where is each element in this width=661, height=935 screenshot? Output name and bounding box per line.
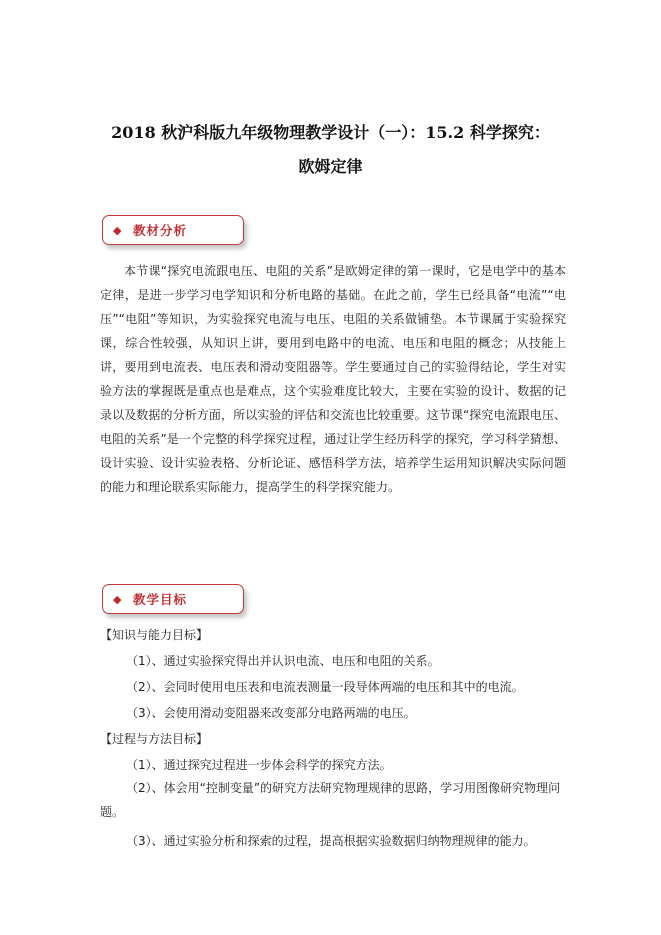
diamond-bullet-icon: ◆ bbox=[113, 223, 122, 237]
process-heading: 【过程与方法目标】 bbox=[100, 732, 209, 746]
page-title-line2: 欧姆定律 bbox=[298, 157, 363, 176]
objective-item: （1）、通过实验探究得出并认识电流、电压和电阻的关系。 bbox=[126, 654, 440, 668]
objective-item: （3）、通过实验分析和探索的过程，提高根据实验数据归纳物理规律的能力。 bbox=[126, 834, 536, 848]
section-label: 教材分析 bbox=[133, 223, 188, 238]
section-label: 教学目标 bbox=[133, 592, 188, 607]
analysis-paragraph: 本节课“探究电流跟电压、电阻的关系”是欧姆定律的第一课时，它是电学中的基本定律，是进一步学习电学知识和分析电路的基础。在此之前，学生已经具备“电流”“电压”“电阻”等知识，为实验探究电流与电压、电阻的关系做铺垫。本节课属于实验探究课，综合性较强，从知识上讲，要用到电路中的电流、电压和电阻的概念；从技能上讲，要用到电流表、电压表和滑动变阻器等。学生要通过自己的实验得结论，学生对实验方法的掌握既是重点也是难点，这个实验难度比较大，主要在实验的设计、数据的记录以及数据的分析方面，所以实验的评估和交流也比较重要。这节课“探究电流跟电压、电阻的关系”是一个完整的科学探究过程，通过让学生经历科学的探究，学习科学猜想、设计实验、设计实验表格、分析论证、感悟科学方法，培养学生运用知识解决实际问题的能力和理论联系实际能力，提高学生的科学探究能力。 bbox=[100, 264, 566, 494]
objective-item: （2）、会同时使用电压表和电流表测量一段导体两端的电压和其中的电流。 bbox=[126, 680, 524, 694]
diamond-bullet-icon: ◆ bbox=[113, 592, 122, 606]
section-header-analysis bbox=[102, 215, 244, 245]
knowledge-heading: 【知识与能力目标】 bbox=[100, 628, 209, 642]
objective-item: （1）、通过探究过程进一步体会科学的探究方法。 bbox=[126, 758, 392, 772]
objective-item: （3）、会使用滑动变阻器来改变部分电路两端的电压。 bbox=[126, 706, 416, 720]
objective-item: （2）、体会用“控制变量”的研究方法研究物理规律的思路，学习用图像研究物理问题。 bbox=[100, 781, 561, 819]
page-title-line1: 2018 秋沪科版九年级物理教学设计（一）：15.2 科学探究： bbox=[111, 123, 550, 142]
section-header-objectives bbox=[102, 584, 244, 614]
